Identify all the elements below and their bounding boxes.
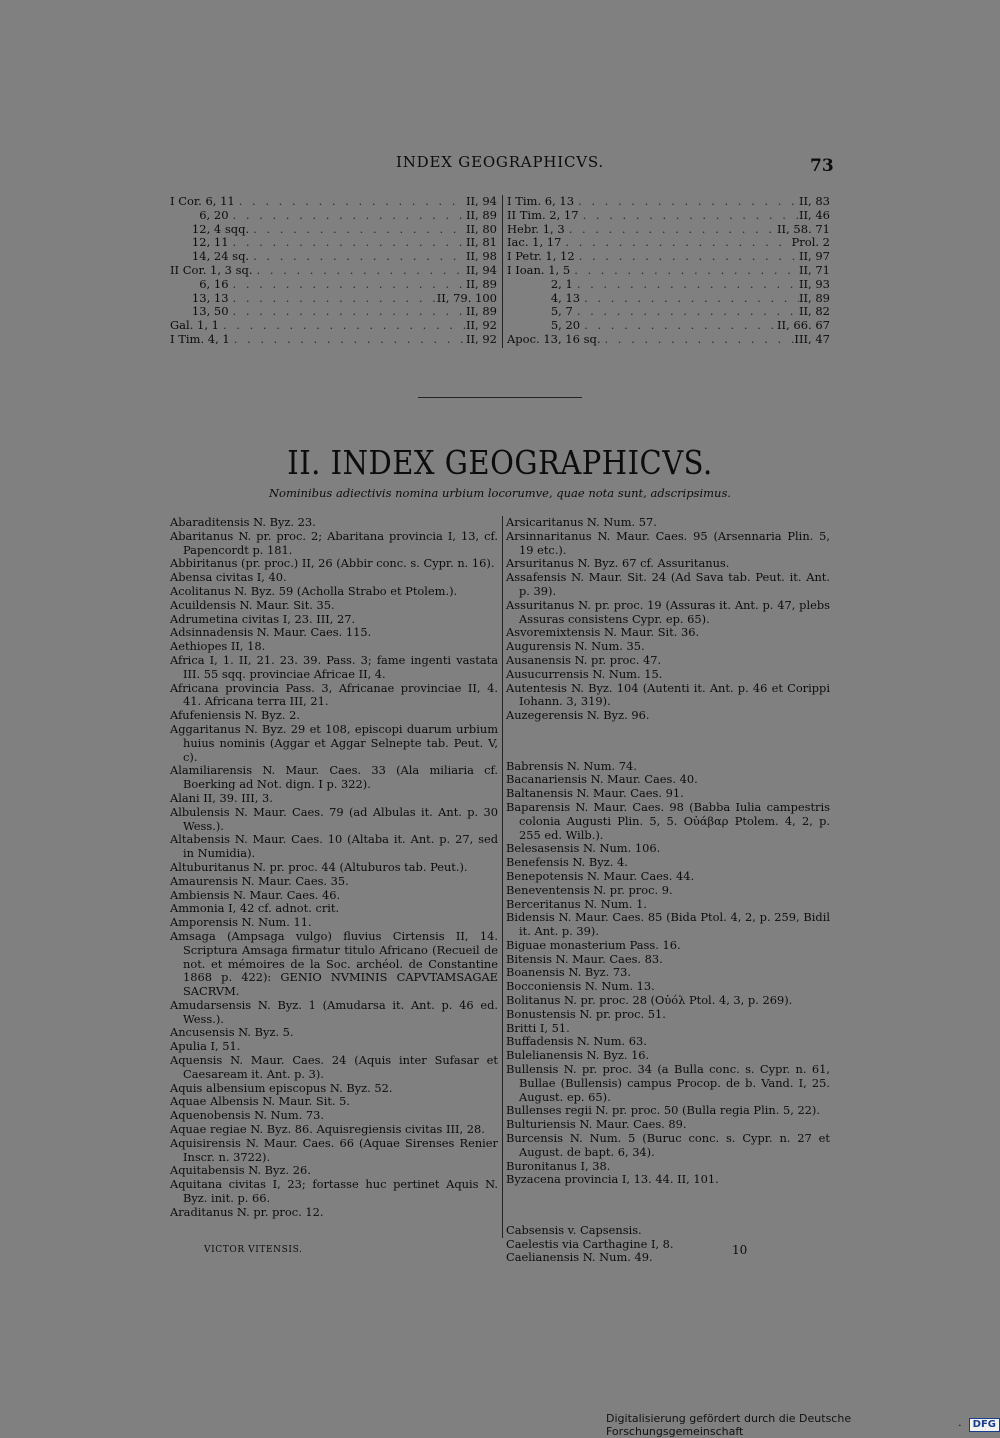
index-entry: Bocconiensis N. Num. 13. [506, 979, 655, 994]
reference-value: II, 89 [465, 207, 497, 222]
index-entry: Biguae monasterium Pass. 16. [506, 937, 681, 952]
reference-key: I Cor. 6, 11 [170, 194, 235, 208]
leader-dots [570, 264, 799, 278]
index-entry: Assafensis N. Maur. Sit. 24 (Ad Sava tab. Peut. it. Ant. p. 39). [506, 570, 830, 598]
index-column-right [506, 516, 830, 1265]
reference-row [507, 236, 830, 250]
leader-dots [229, 236, 466, 250]
reference-value: II, 94 [465, 194, 497, 208]
reference-key: 13, 13 [170, 290, 229, 305]
reference-row [507, 305, 830, 319]
index-entry: Babrensis N. Num. 74. [506, 758, 637, 773]
index-entry: Caelestis via Carthagine I, 8. [506, 1236, 674, 1251]
reference-row [507, 292, 830, 306]
index-entry: Araditanus N. pr. proc. 12. [170, 1204, 324, 1219]
reference-value: II, 81 [465, 235, 497, 250]
reference-value: Prol. 2 [791, 235, 830, 250]
reference-key: 12, 4 sqq. [170, 221, 250, 236]
index-entry: Aquae Albensis N. Maur. Sit. 5. [170, 1094, 351, 1109]
reference-value: II, 83 [798, 194, 830, 208]
index-entry: Acuildensis N. Maur. Sit. 35. [170, 597, 335, 612]
reference-key: I Ioan. 1, 5 [507, 262, 571, 277]
index-entry: Afufeniensis N. Byz. 2. [170, 708, 300, 723]
index-entry: Ammonia I, 42 cf. adnot. crit. [170, 901, 340, 916]
index-entry: Aquis albensium episcopus N. Byz. 52. [170, 1080, 393, 1095]
index-entry: Bidensis N. Maur. Caes. 85 (Bida Ptol. 4, 2, p. 259, Bidil it. Ant. p. 39). [506, 910, 830, 939]
index-entry: Amudarsensis N. Byz. 1 (Amudarsa it. Ant. p. 46 ed. Wess.). [170, 997, 498, 1026]
reference-column-left [170, 195, 497, 347]
leader-dots [229, 278, 466, 292]
footer-signature: VICTOR VITENSIS. [204, 1245, 303, 1255]
index-entry: Albulensis N. Maur. Caes. 79 (ad Albulas it. Ant. p. 30 Wess.). [170, 804, 498, 833]
reference-row [170, 319, 497, 333]
leader-dots [573, 305, 799, 319]
index-entry: Arsuritanus N. Byz. 67 cf. Assuritanus. [506, 556, 730, 571]
reference-key: II Cor. 1, 3 sq. [170, 262, 253, 277]
reference-row [507, 319, 830, 333]
reference-value: II, 89 [465, 304, 497, 319]
leader-dots [249, 250, 466, 264]
index-entry: Byzacena provincia I, 13. 44. II, 101. [506, 1172, 719, 1187]
index-entry: Abaraditensis N. Byz. 23. [170, 515, 316, 529]
index-entry: Assuritanus N. pr. proc. 19 (Assuras it. Ant. p. 47, plebs Assuras consistens Cypr. ep. 65). [506, 597, 830, 626]
reference-key: Gal. 1, 1 [170, 318, 219, 333]
index-entry: Abbiritanus (pr. proc.) II, 26 (Abbir conc. s. Cypr. n. 16). [170, 556, 495, 571]
reference-key: 4, 13 [507, 290, 581, 305]
reference-row [507, 223, 830, 237]
column-rule-top [502, 195, 503, 348]
index-entry: Abaritanus N. pr. proc. 2; Abaritana provincia I, 13, cf. Papencordt p. 181. [170, 528, 498, 557]
leader-dots [249, 223, 466, 237]
reference-key: I Petr. 1, 12 [507, 249, 575, 264]
reference-row [170, 278, 497, 292]
reference-value: II, 58. 71 [777, 221, 830, 236]
reference-key: 2, 1 [507, 276, 573, 291]
reference-key: 5, 20 [507, 318, 581, 333]
index-entry: Asvoremixtensis N. Maur. Sit. 36. [506, 625, 700, 640]
leader-dots [573, 278, 799, 292]
index-entry: Aquitana civitas I, 23; fortasse huc pertinet Aquis N. Byz. init. p. 66. [170, 1177, 498, 1206]
reference-value: II, 89 [465, 276, 497, 291]
running-title: INDEX GEOGRAPHICVS. [396, 153, 604, 171]
index-entry: Ausucurrensis N. Num. 15. [506, 666, 663, 681]
index-entry: Augurensis N. Num. 35. [506, 639, 645, 654]
section-subtitle: Nominibus adiectivis nomina urbium locorumve, quae nota sunt, adscripsimus. [268, 486, 732, 500]
reference-value: II, 97 [798, 249, 830, 264]
letter-gap [506, 734, 830, 748]
leader-dots [574, 195, 799, 209]
dfg-credit[interactable]: Digitalisierung gefördert durch die Deutsche Forschungsgemeinschaft · DFG [606, 1418, 1000, 1432]
index-entry: Bullensis N. pr. proc. 34 (a Bulla conc. s. Cypr. n. 61, Bullae (Bullensis) campus Procop. de b. Vand. I, 25. August. ep. 65). [506, 1062, 830, 1104]
reference-row [507, 195, 830, 209]
column-rule-index [502, 516, 503, 1238]
reference-key: 6, 20 [170, 207, 229, 222]
dfg-credit-text: Digitalisierung gefördert durch die Deutsche Forschungsgemeinschaft [606, 1412, 852, 1438]
index-entry: Berceritanus N. Num. 1. [506, 896, 647, 911]
reference-row [170, 305, 497, 319]
reference-key: 6, 16 [170, 276, 229, 291]
index-entry: Amsaga (Ampsaga vulgo) fluvius Cirtensis II, 14. Scriptura Amsaga firmatur titulo Africano (Recueil de not. et mémoires de la Soc. archéol. de Constantine 1868 p. 422): GENIO NVMINIS CAPVTAMSAGAE SACRVM. [170, 928, 498, 999]
reference-value: II, 92 [465, 318, 497, 333]
section-title: II. INDEX GEOGRAPHICVS. [287, 443, 713, 483]
reference-row [170, 209, 497, 223]
index-entry: Adsinnadensis N. Maur. Caes. 115. [170, 625, 372, 640]
reference-row [507, 278, 830, 292]
reference-value: II, 82 [798, 304, 830, 319]
index-entry: Arsicaritanus N. Num. 57. [506, 515, 657, 529]
index-entry: Ancusensis N. Byz. 5. [170, 1025, 294, 1040]
index-entry: Aquitabensis N. Byz. 26. [170, 1163, 311, 1178]
leader-dots [579, 209, 799, 223]
index-entry: Aquenobensis N. Num. 73. [170, 1108, 325, 1123]
index-entry: Amaurensis N. Maur. Caes. 35. [170, 873, 349, 888]
page-number: 73 [810, 156, 834, 176]
reference-key: I Tim. 4, 1 [170, 331, 230, 346]
index-entry: Buffadensis N. Num. 63. [506, 1034, 647, 1049]
index-entry: Aquisirensis N. Maur. Caes. 66 (Aquae Sirenses Renier Inscr. n. 3722). [170, 1135, 498, 1164]
index-entry: Belesasensis N. Num. 106. [506, 841, 661, 856]
reference-value: II, 79. 100 [436, 290, 497, 305]
leader-dots [230, 333, 466, 347]
reference-key: 13, 50 [170, 304, 229, 319]
leader-dots [253, 264, 466, 278]
reference-value: II, 80 [465, 221, 497, 236]
reference-row [507, 333, 830, 347]
letter-gap [506, 1199, 830, 1213]
index-entry: Africana provincia Pass. 3, Africanae provinciae II, 4. 41. Africana terra III, 21. [170, 680, 498, 709]
index-entry: Auzegerensis N. Byz. 96. [506, 708, 650, 723]
reference-row [170, 236, 497, 250]
index-entry: Bonustensis N. pr. proc. 51. [506, 1006, 666, 1021]
index-entry: Autentesis N. Byz. 104 (Autenti it. Ant. p. 46 et Corippi Iohann. 3, 319). [506, 680, 830, 709]
reference-value: II, 71 [798, 262, 830, 277]
index-entry: Aggaritanus N. Byz. 29 et 108, episcopi duarum urbium huius nominis (Aggar et Aggar Selnepte tab. Peut. V, c). [170, 721, 498, 764]
reference-value: III, 47 [794, 331, 830, 346]
dfg-logo: DFG [969, 1418, 1000, 1432]
index-column-left [170, 516, 498, 1220]
reference-key: Apoc. 13, 16 sq. [507, 331, 601, 346]
reference-row [170, 292, 497, 306]
index-entry: Baparensis N. Maur. Caes. 98 (Babba Iulia campestris colonia Augusti Plin. 5, 5. Οὐάβαρ Ptolem. 4, 2, p. 255 ed. Wilb.). [506, 799, 830, 842]
reference-row [170, 333, 497, 347]
index-entry: Aquensis N. Maur. Caes. 24 (Aquis inter Sufasar et Caesaream it. Ant. p. 3). [170, 1053, 498, 1081]
index-entry: Abensa civitas I, 40. [170, 570, 287, 585]
leader-dots [229, 292, 437, 306]
reference-key: 12, 11 [170, 235, 229, 250]
reference-row [170, 223, 497, 237]
reference-key: 5, 7 [507, 304, 573, 319]
index-entry: Bacanariensis N. Maur. Caes. 40. [506, 772, 698, 787]
reference-row [507, 264, 830, 278]
index-entry: Boanensis N. Byz. 73. [506, 965, 632, 980]
index-entry: Altuburitanus N. pr. proc. 44 (Altuburos tab. Peut.). [170, 859, 468, 874]
index-entry: Cabsensis v. Capsensis. [506, 1222, 642, 1237]
index-entry: Acolitanus N. Byz. 59 (Acholla Strabo et Ptolem.). [170, 583, 458, 598]
reference-row [170, 264, 497, 278]
reference-key: Iac. 1, 17 [507, 235, 562, 250]
index-entry: Altabensis N. Maur. Caes. 10 (Altaba it. Ant. p. 27, sed in Numidia). [170, 832, 498, 861]
reference-row [170, 250, 497, 264]
index-entry: Ambiensis N. Maur. Caes. 46. [170, 887, 341, 902]
reference-value: II, 89 [798, 290, 830, 305]
index-entry: Benefensis N. Byz. 4. [506, 855, 628, 870]
index-entry: Caelianensis N. Num. 49. [506, 1250, 653, 1265]
reference-value: II, 66. 67 [777, 318, 830, 333]
section-separator [418, 397, 582, 398]
index-entry: Apulia I, 51. [170, 1039, 241, 1054]
leader-dots [575, 250, 799, 264]
index-entry: Aethiopes II, 18. [170, 639, 266, 654]
leader-dots [219, 319, 466, 333]
index-entry: Arsinnaritanus N. Maur. Caes. 95 (Arsennaria Plin. 5, 19 etc.). [506, 528, 830, 557]
leader-dots [580, 292, 799, 306]
reference-column-right [507, 195, 830, 347]
index-entry: Benepotensis N. Maur. Caes. 44. [506, 868, 695, 883]
index-entry: Alani II, 39. III, 3. [170, 790, 273, 805]
leader-dots [561, 236, 791, 250]
reference-key: Hebr. 1, 3 [507, 221, 565, 236]
reference-row [507, 250, 830, 264]
leader-dots [229, 209, 466, 223]
leader-dots [580, 319, 777, 333]
index-entry: Beneventensis N. pr. proc. 9. [506, 882, 673, 897]
footer-sheet-number: 10 [732, 1243, 748, 1257]
index-entry: Burcensis N. Num. 5 (Buruc conc. s. Cypr. n. 27 et August. de bapt. 6, 34). [506, 1131, 830, 1159]
index-entry: Bitensis N. Maur. Caes. 83. [506, 951, 663, 966]
index-entry: Africa I, 1. II, 21. 23. 39. Pass. 3; fame ingenti vastata III. 55 sqq. provinciae Africae II, 4. [170, 652, 498, 681]
reference-key: II Tim. 2, 17 [507, 207, 579, 222]
reference-row [507, 209, 830, 223]
index-entry: Bulelianensis N. Byz. 16. [506, 1048, 650, 1063]
reference-row [170, 195, 497, 209]
leader-dots [565, 223, 777, 237]
index-entry: Britti I, 51. [506, 1020, 570, 1035]
leader-dots [601, 333, 795, 347]
reference-key: 14, 24 sq. [170, 249, 250, 264]
index-entry: Bullenses regii N. pr. proc. 50 (Bulla regia Plin. 5, 22). [506, 1103, 820, 1118]
reference-value: II, 98 [465, 249, 497, 264]
reference-value: II, 46 [798, 207, 830, 222]
index-entry: Ausanensis N. pr. proc. 47. [506, 652, 662, 667]
index-entry: Alamiliarensis N. Maur. Caes. 33 (Ala miliaria cf. Boerking ad Not. dign. I p. 322). [170, 763, 498, 792]
index-entry: Aquae regiae N. Byz. 86. Aquisregiensis civitas III, 28. [170, 1122, 485, 1137]
index-entry: Bulturiensis N. Maur. Caes. 89. [506, 1117, 687, 1132]
reference-value: II, 92 [465, 331, 497, 346]
index-entry: Amporensis N. Num. 11. [170, 915, 312, 930]
reference-value: II, 94 [465, 262, 497, 277]
index-entry: Bolitanus N. pr. proc. 28 (Οὐόλ Ptol. 4, 3, p. 269). [506, 993, 793, 1008]
index-entry: Buronitanus I, 38. [506, 1158, 611, 1173]
leader-dots [229, 305, 466, 319]
leader-dots [235, 195, 466, 209]
index-entry: Baltanensis N. Maur. Caes. 91. [506, 786, 684, 801]
index-entry: Adrumetina civitas I, 23. III, 27. [170, 611, 356, 626]
reference-value: II, 93 [798, 276, 830, 291]
reference-key: I Tim. 6, 13 [507, 194, 575, 208]
